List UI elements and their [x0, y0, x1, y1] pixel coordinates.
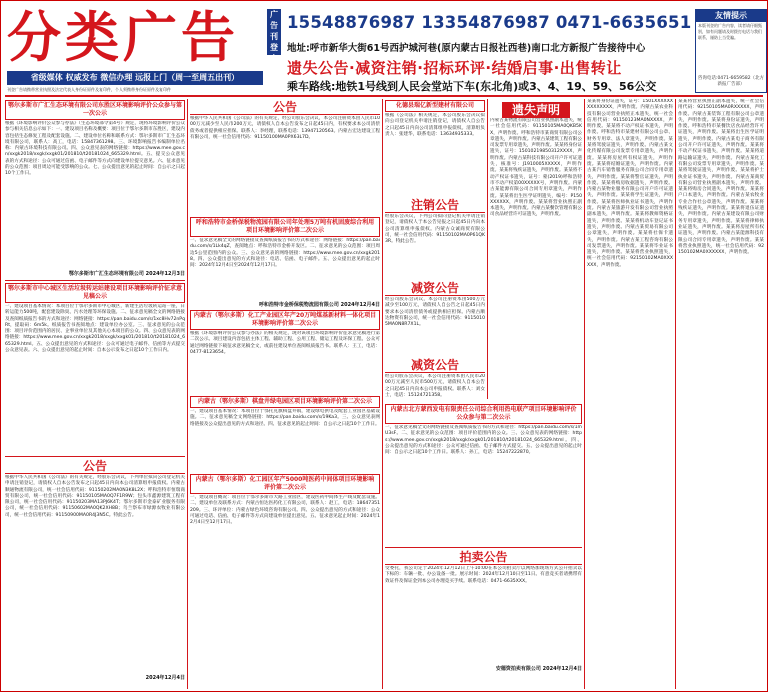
lost-notice-title: 遗失声明 — [502, 102, 570, 118]
column-6 — [678, 99, 764, 689]
service-slogan: 遗失公告·减资注销·招标环评·结婚启事·出售转让 — [287, 59, 622, 77]
header-divider — [5, 95, 763, 97]
ad-signature: 鄂尔多斯市广汇生态环境有限公司 2024年12月3日 — [68, 271, 185, 277]
notice-heading: 公告 — [5, 459, 185, 474]
friendly-tip-body: 本版刊登的广告内容，读者请仔细甄别，如有问题请及时拨打电话与我们联系，谨防上当受骗。 — [698, 23, 762, 40]
ad-signature: 呼和浩特市金桥保税物流园有限公司 2024年12月4日 — [258, 302, 380, 308]
ad-signature: 安德资拍卖有限公司 2024年12月4日 — [495, 666, 582, 672]
ad-body: 根据《公司法》相关规定，本公司股东会决议拟向公司登记机关申请注销登记，请债权人自公告之日起45日内向公司清算组申报债权。清算组负责人：张建华，联系电话：13634935333。 — [385, 113, 485, 137]
phone-numbers: 15548876987 13354876987 0471-6635651 — [287, 13, 692, 32]
ad-body: 某某将身份证遗失，证号：1501XXXXXXXXXXXXXX，声明作废。内蒙古某农业科技有限公司营业执照正本遗失，统一社会信用代码：91150123MA0NXXXX，声明作废。某某将不动产权证书遗失，声明作废。呼和浩特市某建材有限公司公章、财务专用章、法人章遗失，声明作废。某某将驾驶证遗失，声明作废。内蒙古某文化传媒有限公司发票专用章遗失，声明作废。某某将房屋所有权证遗失，声明作废。某某将结婚证遗失，声明作废。内蒙古某汽车销售服务有限公司合同专用章遗失，声明作废。某某将警官证遗失，声明作废。某某将购房收据遗失，声明作废。内蒙古某物业服务有限公司开户许可证遗失，声明作废。某某将学生证遗失，声明作废。某某将医师执业证书遗失，声明作废。内蒙古某旅游开发有限公司营业执照副本遗失，声明作废。某某将教师资格证遗失，声明作废。某某将机动车登记证书遗失，声明作废。内蒙古某贸易有限公司公章遗失，声明作废。某某将社保卡遗失，声明作废。内蒙古某工程咨询有限公司发票遗失，声明作废。某某将毕业证书遗失，声明作废。某某将营业执照遗失，统一社会信用代码：92150102MA0XXXXXX，声明作废。 — [587, 99, 673, 268]
column-5 — [587, 99, 673, 689]
column-rule — [675, 99, 676, 689]
ad-body: 根据中华人民共和国《公司法》的有关规定，经公司股东会决议，本公司注册资本由人民币1000万元减少至人民币200万元，请债权人自本公告发布之日起45日内，有权要求本公司清偿债务或者提供相应担保。联系人：李经理，联系电话：13947120563。内蒙古宏达建设工程有限公司，统一社会信用代码：91150100MA0PX63L7D。 — [190, 116, 380, 140]
brand-title: 分类广告 — [7, 5, 239, 69]
ad-body: 内蒙古某物流有限公司营业执照副本遗失，统一社会信用代码：91150105MA0QKB5KX，声明作废。呼和浩特市某商贸有限公司公章遗失，声明作废。内蒙古某建筑工程有限公司发票专用章遗失，声明作废。某某将身份证遗失，证号：15010219850312XXXX，声明作废。内蒙古某科技有限公司开户许可证遗失，核准号：J1910005XXXXX，声明作废。某某将残疾证遗失，声明作废。某某将不动产权证书遗失，证号：蒙(2019)呼和浩特市不动产权第00XXXXX号，声明作废。内蒙古某能源有限公司合同专用章遗失，声明作废。某某将出生医学证明遗失，编号：P150XXXXXX，声明作废。某某将营业执照正副本遗失，声明作废。内蒙古某餐饮管理有限公司食品经营许可证遗失，声明作废。 — [490, 118, 582, 218]
column-rule — [382, 99, 383, 689]
notice-heading: 注销公告 — [385, 198, 485, 213]
ad-body: 一、建设项目概况：项目位于鄂尔多斯市大路工业园区，建设医药中间体生产线及配套设施。二、建设单位及联系方式：内蒙古恒达医药化工有限公司，联系人：赵工，电话：18647351209。三、环评单位：内蒙古绿色环境咨询有限公司。四、公众提出意见的方式和途径：公众可通过电话、信函、电子邮件等方式向建设单位提出意见。五、征求意见起止时间：2024年12月4日至12月17日。 — [190, 495, 380, 526]
ad-title: 呼和浩特市金桥保税物流园有限公司年处理5万吨有机固废综合利用项目环境影响评价第二次公示 — [190, 217, 380, 237]
notice-heading: 减资公告 — [385, 358, 485, 373]
column-3 — [385, 99, 485, 399]
ad-title: 内蒙古（鄂尔多斯）化工产业园区年产20万吨煤基新材料一体化项目环境影响评价第二次公示 — [190, 310, 380, 330]
notice-heading: 拍卖公告 — [385, 550, 582, 565]
ad-body: 某某将营业执照正副本遗失，统一社会信用代码：92150105MA0RXXXXX，声明作废。内蒙古某装饰工程有限公司公章遗失，声明作废。某某将身份证遗失，声明作废。呼和浩特市某餐饮店食品经营许可证遗失，声明作废。某某将出生医学证明遗失，声明作废。内蒙古某电子商务有限公司开户许可证遗失，声明作废。某某将不动产权证书遗失，声明作废。某某将道路运输证遗失，声明作废。内蒙古某化工有限公司发票专用章遗失，声明作废。某某将驾驶证遗失，声明作废。某某将护士执业证书遗失，声明作废。内蒙古某商贸有限公司营业执照副本遗失，声明作废。某某将购房合同遗失，声明作废。某某将户口本遗失，声明作废。内蒙古某农牧业专业合作社公章遗失，声明作废。某某将残疾证遗失，声明作废。某某将退伍证遗失，声明作废。内蒙古某建设有限公司财务专用章遗失，声明作废。某某将律师执业证遗失，声明作废。某某将房屋所有权证遗失，声明作废。内蒙古某能源科技有限公司合同专用章遗失，声明作废。某某将营业执照遗失，统一社会信用代码：92150102MA0XXXXXX，声明作废。 — [678, 99, 764, 256]
ad-title: 内蒙古北方蒙西发电有限责任公司综合利用热电联产项目环境影响评价公众参与第二次公示 — [385, 404, 582, 424]
ad-title: 鄂尔多斯市广汇生态环境有限公司东胜区环境影响评价公众参与第一次公示 — [5, 100, 185, 120]
brand-tagline: 省级媒体 权威发布 微信办理 远报上门（周一至周五出刊） — [7, 71, 263, 85]
ad-body: 根据中华人民共和国《公司法》的有关规定，经股东会决议，下列单位拟向公司登记机关申请注销登记，请债权人自本公告发布之日起45日内向本公司清算组申报债权。内蒙古顺通物流有限公司，统一社会信用代码：91150202MA0N3K8L2X；呼和浩特市恒瑞商贸有限公司，统一社会信用代码：91150105MA0Q7F1R9W；包头市鑫源建筑工程有限公司，统一社会信用代码：91150203MA13PJ6K4T；鄂尔多斯市金泰矿业服务有限公司，统一社会信用代码：91150602MA0QK2XH8B；乌兰察布市绿源农牧业有限公司，统一社会信用代码：91150900MA0R4J3N5C。特此公告。 — [5, 475, 185, 518]
notice-heading: 减资公告 — [385, 281, 485, 296]
notice-heading: 公告 — [190, 100, 380, 115]
ad-body: 经公司股东会决议，本公司注册资本由500万元减少至100万元，请债权人自公告之日起45日内要求本公司清偿债务或提供相应担保。内蒙古顺达物资有限公司，统一社会信用代码：91150105MA0N8R7X1L。 — [385, 297, 485, 328]
ad-body: 受委托，我公司定于2024年12月12日上午10:00在本公司拍卖厅以网络加现场方式公开拍卖以下标的：车辆一批、办公设备一批。展示时间：2024年12月10日至11日。有意竞买者请携带有效证件及保证金到本公司办理竞买手续。联系电话：0471-6635XXX。 — [385, 566, 582, 584]
ad-body: 根据《环境影响评价公众参与办法》的相关规定，现对该项目环境影响评价征求意见稿进行第二次公示。项目建设内容包括主体工程、辅助工程、公用工程、储运工程及环保工程。公众可通过网络链接下载征求意见稿全文，或前往建设单位查阅纸质报告书。联系人：王工，电话：0477-8123654。 — [190, 331, 380, 355]
column-rule — [487, 99, 488, 399]
ad-body: 经股东会决议，下列公司拟向登记机关申请注销登记，请债权人于本公告见报之日起45日内向本公司清算组申报债权。内蒙古众诚商贸有限公司，统一社会信用代码：91150102MA0P61QK3R。特此公告。 — [385, 214, 485, 245]
divider — [385, 547, 582, 548]
ad-title: 鄂尔多斯市中心城区生活垃圾转运站建设项目环境影响评价征求意见稿公示 — [5, 283, 185, 303]
ad-body: 一、征求意见稿全文的网络链接及查阅纸质报告书的方式和途径：网络链接：https://pan.baidu.com/s/1Lk4qZ，查阅地点：呼和浩特市金桥开发区。二、征求意见的公众范围：项目周边5公里范围内的公众。三、公众意见表的网络链接：https://www.mee.gov.cn/xxgk2018。四、公众提出意见的方式和途径：电话、信函、电子邮件。五、公众提出意见的起止时间：2024年12月4日至2024年12月17日。 — [190, 238, 380, 269]
column-rule — [584, 99, 585, 689]
column-4 — [490, 99, 582, 399]
ad-title: 内蒙古（鄂尔多斯）棋盘井绿电园区项目环境影响评价第二次公示 — [190, 396, 380, 408]
divider — [5, 456, 185, 457]
ad-title: 化德县瑞亿新型建材有限公司 — [385, 100, 485, 112]
bus-route: 乘车路线:地铁1号线到人民会堂站下车(东北角)或3、4、19、59、56公交 — [287, 80, 657, 93]
lost-notice-header — [490, 99, 582, 118]
column-1 — [5, 99, 185, 689]
ad-body: 经公司股东会决议，本公司注册资本由人民币2000万元减至人民币500万元，请债权人自本公告之日起45日内向本公司申报债权。联系人：刘女士，电话：15124721358。 — [385, 374, 485, 398]
ad-body: 根据《环境影响评价公众参与办法》（生态环境部令第4号）规定，现将环境影响评价公众参与相关信息公示如下：一、建设项目名称及概要：项目位于鄂尔多斯市东胜区，建设内容包括生态修复工程及配套设施。二、建设单位名称和联系方式：鄂尔多斯市广汇生态环境有限公司，联系人：高工，电话：15847361298。三、环境影响报告书编制单位名称：内蒙古环境科技有限公司。四、公众意见表的网络链接：https://www.mee.gov.cn/xxgk2018/xxgk/xxgk01/201810/t20181024_665329.html。五、提交公众意见表的方式和途径：公众可通过信函、电子邮件等方式向建设单位提交意见。六、征求意见的公众范围：项目周边可能受影响的公众。七、公众提出意见的起止时间：自公示之日起10个工作日。 — [5, 121, 185, 177]
column-2 — [190, 99, 380, 689]
friendly-tip-box — [695, 9, 767, 93]
lower-wide-block — [385, 403, 582, 689]
ad-body: 一、征求意见稿全文的网络链接及查阅纸质报告书的方式和途径：https://pan.baidu.com/s/1mU3sF。二、征求意见的公众范围：项目评价范围内的公众。三、公众意见表的网络链接：https://www.mee.gov.cn/xxgk2018/xxgk/xxgk01/201810/t20181024_665329.html。四、公众提出意见的方式和途径：公众可通过信函、电子邮件方式提交。五、公众提出意见的起止时间：自公示之日起10个工作日。联系人：孙工，电话：15247222870。 — [385, 425, 582, 456]
ad-title: 内蒙古（鄂尔多斯）化工园区年产5000吨医药中间体项目环境影响评价第二次公示 — [190, 474, 380, 494]
page-header — [5, 5, 763, 91]
phone-vertical-tag: 广告刊登电话 — [267, 9, 281, 55]
office-address: 地址:呼市新华大街61号西护城河巷(原内蒙古日报社西巷)南口北方新报广告接待中心 — [287, 43, 646, 54]
column-rule — [187, 99, 188, 689]
ad-signature: 2024年12月4日 — [145, 675, 185, 681]
brand-subline: 刊登广告请携带营业执照及法定代表人身份证原件及复印件，个人须携带身份证原件及复印件 — [7, 87, 171, 92]
divider — [5, 280, 185, 281]
ad-body: 一、建设项目基本情况：本项目位于鄂托克旗棋盘井镇，建设绿电供电及配套工业园区基础设施。二、征求意见稿全文网络链接：https://pan.baidu.com/s/19Ka3。三、公众意见表网络链接及公众提出意见的方式和途径。四、征求意见的起止时间：自公示之日起10个工作日。 — [190, 409, 380, 427]
friendly-tip-contact: 咨询电话:0471-6659582（北方新报广告部） — [697, 76, 765, 87]
friendly-tip-title: 友情提示 — [696, 10, 766, 22]
ad-body: 一、建设项目基本情况：本项目位于鄂尔多斯市中心城区，新建生活垃圾转运站一座，日转运能力500吨，配套建设除臭、污水处理等环保设施。二、征求意见稿全文的网络链接及查阅纸质报告书的方式和途径：网络链接：https://pan.baidu.com/s/1xc8Hv72nPqRt，提取码：6m5k。纸质报告书查阅地点：建设单位办公室。三、征求意见的公众范围：项目评价范围内的居民、企事业单位及其他关心本项目的公众。四、公众意见表的网络链接：https://www.mee.gov.cn/xxgk2018/xxgk/xxgk01/201810/t20181024_665329.html。五、公众提出意见的方式和途径：公众可通过电子邮件、信函等方式提交公众意见表。六、公众提出意见的起止时间：自本公示发布之日起10个工作日内。 — [5, 304, 185, 354]
